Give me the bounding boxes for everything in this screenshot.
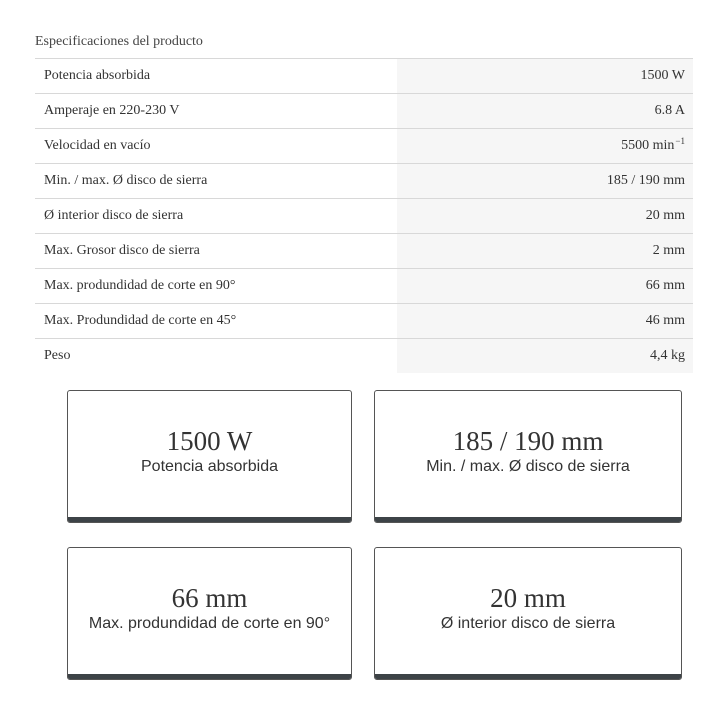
spec-label: Max. Produndidad de corte en 45° <box>44 313 237 328</box>
spec-label: Peso <box>44 348 71 363</box>
card-value: 66 mm <box>171 583 248 613</box>
highlight-card <box>67 547 352 680</box>
spec-label: Potencia absorbida <box>44 68 151 83</box>
spec-label: Velocidad en vacío <box>44 138 151 153</box>
spec-table <box>35 58 693 373</box>
spec-value <box>397 129 693 163</box>
card-value: 1500 W <box>166 426 253 456</box>
highlight-card <box>67 390 352 523</box>
card-bottom-bar <box>375 674 681 679</box>
highlight-card <box>374 390 682 523</box>
card-value: 20 mm <box>490 583 566 613</box>
spec-value: 46 mm <box>397 304 693 338</box>
card-value: 185 / 190 mm <box>452 426 604 456</box>
card-bottom-bar <box>68 674 351 679</box>
card-bottom-bar <box>375 517 681 522</box>
card-label: Potencia absorbida <box>141 458 278 475</box>
spec-row <box>35 269 693 304</box>
spec-value: 6.8 A <box>397 94 693 128</box>
section-title: Especificaciones del producto <box>35 34 203 49</box>
card-bottom-bar <box>68 517 351 522</box>
card-label: Ø interior disco de sierra <box>440 615 616 632</box>
spec-value: 4,4 kg <box>397 339 693 373</box>
spec-row <box>35 59 693 94</box>
spec-value: 2 mm <box>397 234 693 268</box>
spec-row <box>35 94 693 129</box>
card-label: Max. produndidad de corte en 90° <box>88 615 331 632</box>
spec-value-text: 5500 min <box>621 138 675 153</box>
spec-label: Max. produndidad de corte en 90° <box>44 278 236 293</box>
card-label: Min. / max. Ø disco de sierra <box>426 458 630 475</box>
spec-row <box>35 164 693 199</box>
highlight-card <box>374 547 682 680</box>
spec-label: Max. Grosor disco de sierra <box>44 243 200 258</box>
spec-value: 1500 W <box>397 59 693 93</box>
spec-row <box>35 234 693 269</box>
spec-row <box>35 199 693 234</box>
spec-label: Ø interior disco de sierra <box>44 208 184 223</box>
spec-row <box>35 129 693 164</box>
spec-label: Min. / max. Ø disco de sierra <box>44 173 208 188</box>
spec-label: Amperaje en 220-230 V <box>44 103 180 118</box>
spec-row <box>35 304 693 339</box>
spec-value: 185 / 190 mm <box>397 164 693 198</box>
spec-value: 66 mm <box>397 269 693 303</box>
spec-row <box>35 339 693 373</box>
spec-value: 20 mm <box>397 199 693 233</box>
spec-value-exponent: −1 <box>675 136 685 146</box>
